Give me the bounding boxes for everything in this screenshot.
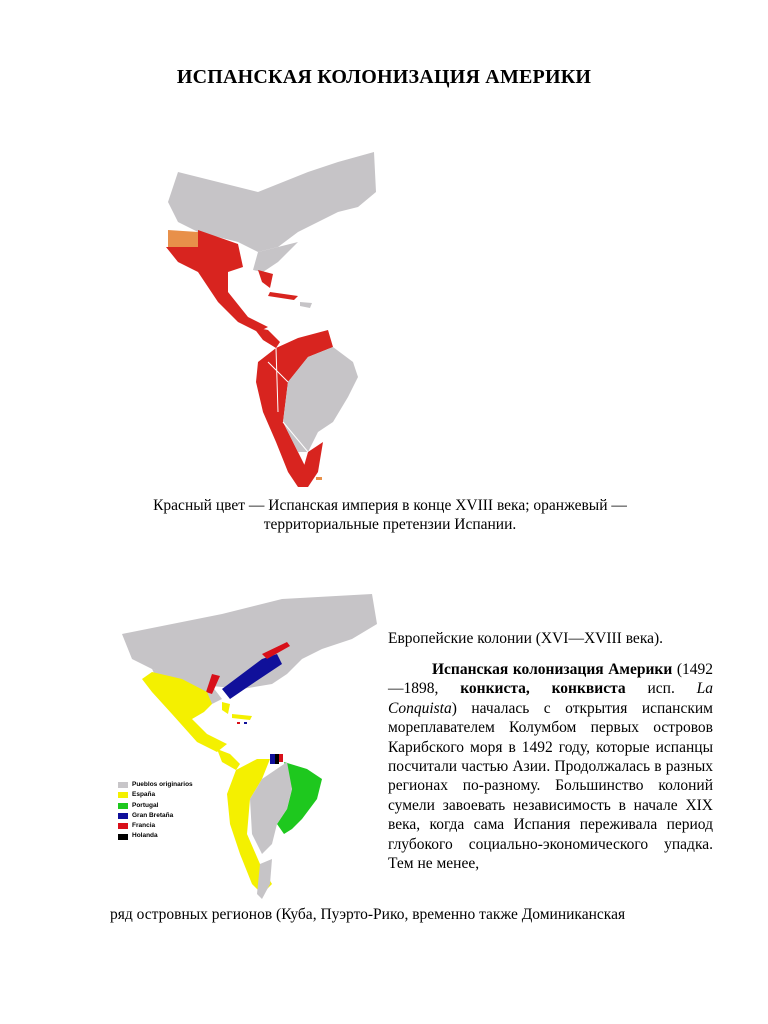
central-america-red — [253, 327, 280, 348]
legend-label: Holanda — [132, 832, 158, 840]
guiana-dutch — [275, 754, 279, 764]
guiana-french — [279, 754, 283, 762]
date-range: (1492—1898, — [388, 661, 714, 698]
legend-swatch — [118, 823, 128, 829]
caption-line-1: Красный цвет — Испанская империя в конце XVIII века; оранжевый — — [153, 497, 627, 514]
falklands — [316, 477, 322, 480]
page-title: ИСПАНСКАЯ КОЛОНИЗАЦИЯ АМЕРИКИ — [176, 66, 592, 88]
legend-label: Pueblos originarios — [132, 781, 193, 788]
latin-term: La Conquista — [388, 680, 713, 717]
legend-swatch — [118, 834, 128, 840]
spanish-empire-map — [158, 152, 378, 492]
section-subtitle: Европейские колонии (XVI—XVIII века). — [388, 630, 664, 647]
legend-label: Francia — [132, 822, 156, 830]
spain-central-america — [217, 749, 240, 770]
conquista-term: конкиста, конквиста — [460, 680, 626, 698]
map-caption — [120, 496, 660, 534]
hispaniola-island — [300, 302, 312, 308]
island-red — [237, 722, 240, 724]
legend-swatch — [118, 792, 128, 798]
island-blue — [244, 722, 247, 724]
cuba-island — [268, 292, 298, 300]
legend-label: Portugal — [132, 801, 159, 809]
guiana-british — [270, 754, 275, 764]
paragraph-rest: ) началась с открытия испанским мореплавателем Колумбом первых островов Карибского моря в 1492 году, которые испанцы посчитали частью Азии. Продолжалась в разных регионах по-разному. Большинство колоний сумели завоевать независимость в начале XIX века, когда сама Испания переживала период глубокого социально-экономического упадка. Тем не менее, — [388, 699, 713, 873]
legend-label: España — [132, 791, 156, 799]
legend-swatch — [118, 803, 128, 809]
spanish-claims-orange — [168, 230, 198, 247]
caption-line-2: территориальные претензии Испании. — [263, 516, 517, 533]
legend-swatch — [118, 813, 128, 819]
legend-item — [118, 790, 193, 800]
body-last-line: ряд островных регионов (Куба, Пуэрто-Рико, временно также Доминиканская — [110, 906, 626, 923]
european-colonies-map — [112, 594, 382, 904]
spain-florida — [222, 702, 230, 714]
legend-item — [118, 811, 193, 821]
florida-red — [258, 270, 273, 288]
map-legend — [118, 780, 193, 842]
lead-term: Испанская колонизация Америки — [432, 661, 673, 678]
body-paragraph — [388, 660, 713, 873]
caribbean-islands — [232, 714, 252, 720]
legend-label: Gran Bretaña — [132, 811, 174, 819]
legend-item — [118, 821, 193, 831]
isp-abbr: исп. — [647, 680, 697, 698]
legend-swatch — [118, 782, 128, 788]
legend-item — [118, 780, 193, 790]
legend-item — [118, 801, 193, 811]
legend-item — [118, 831, 193, 841]
